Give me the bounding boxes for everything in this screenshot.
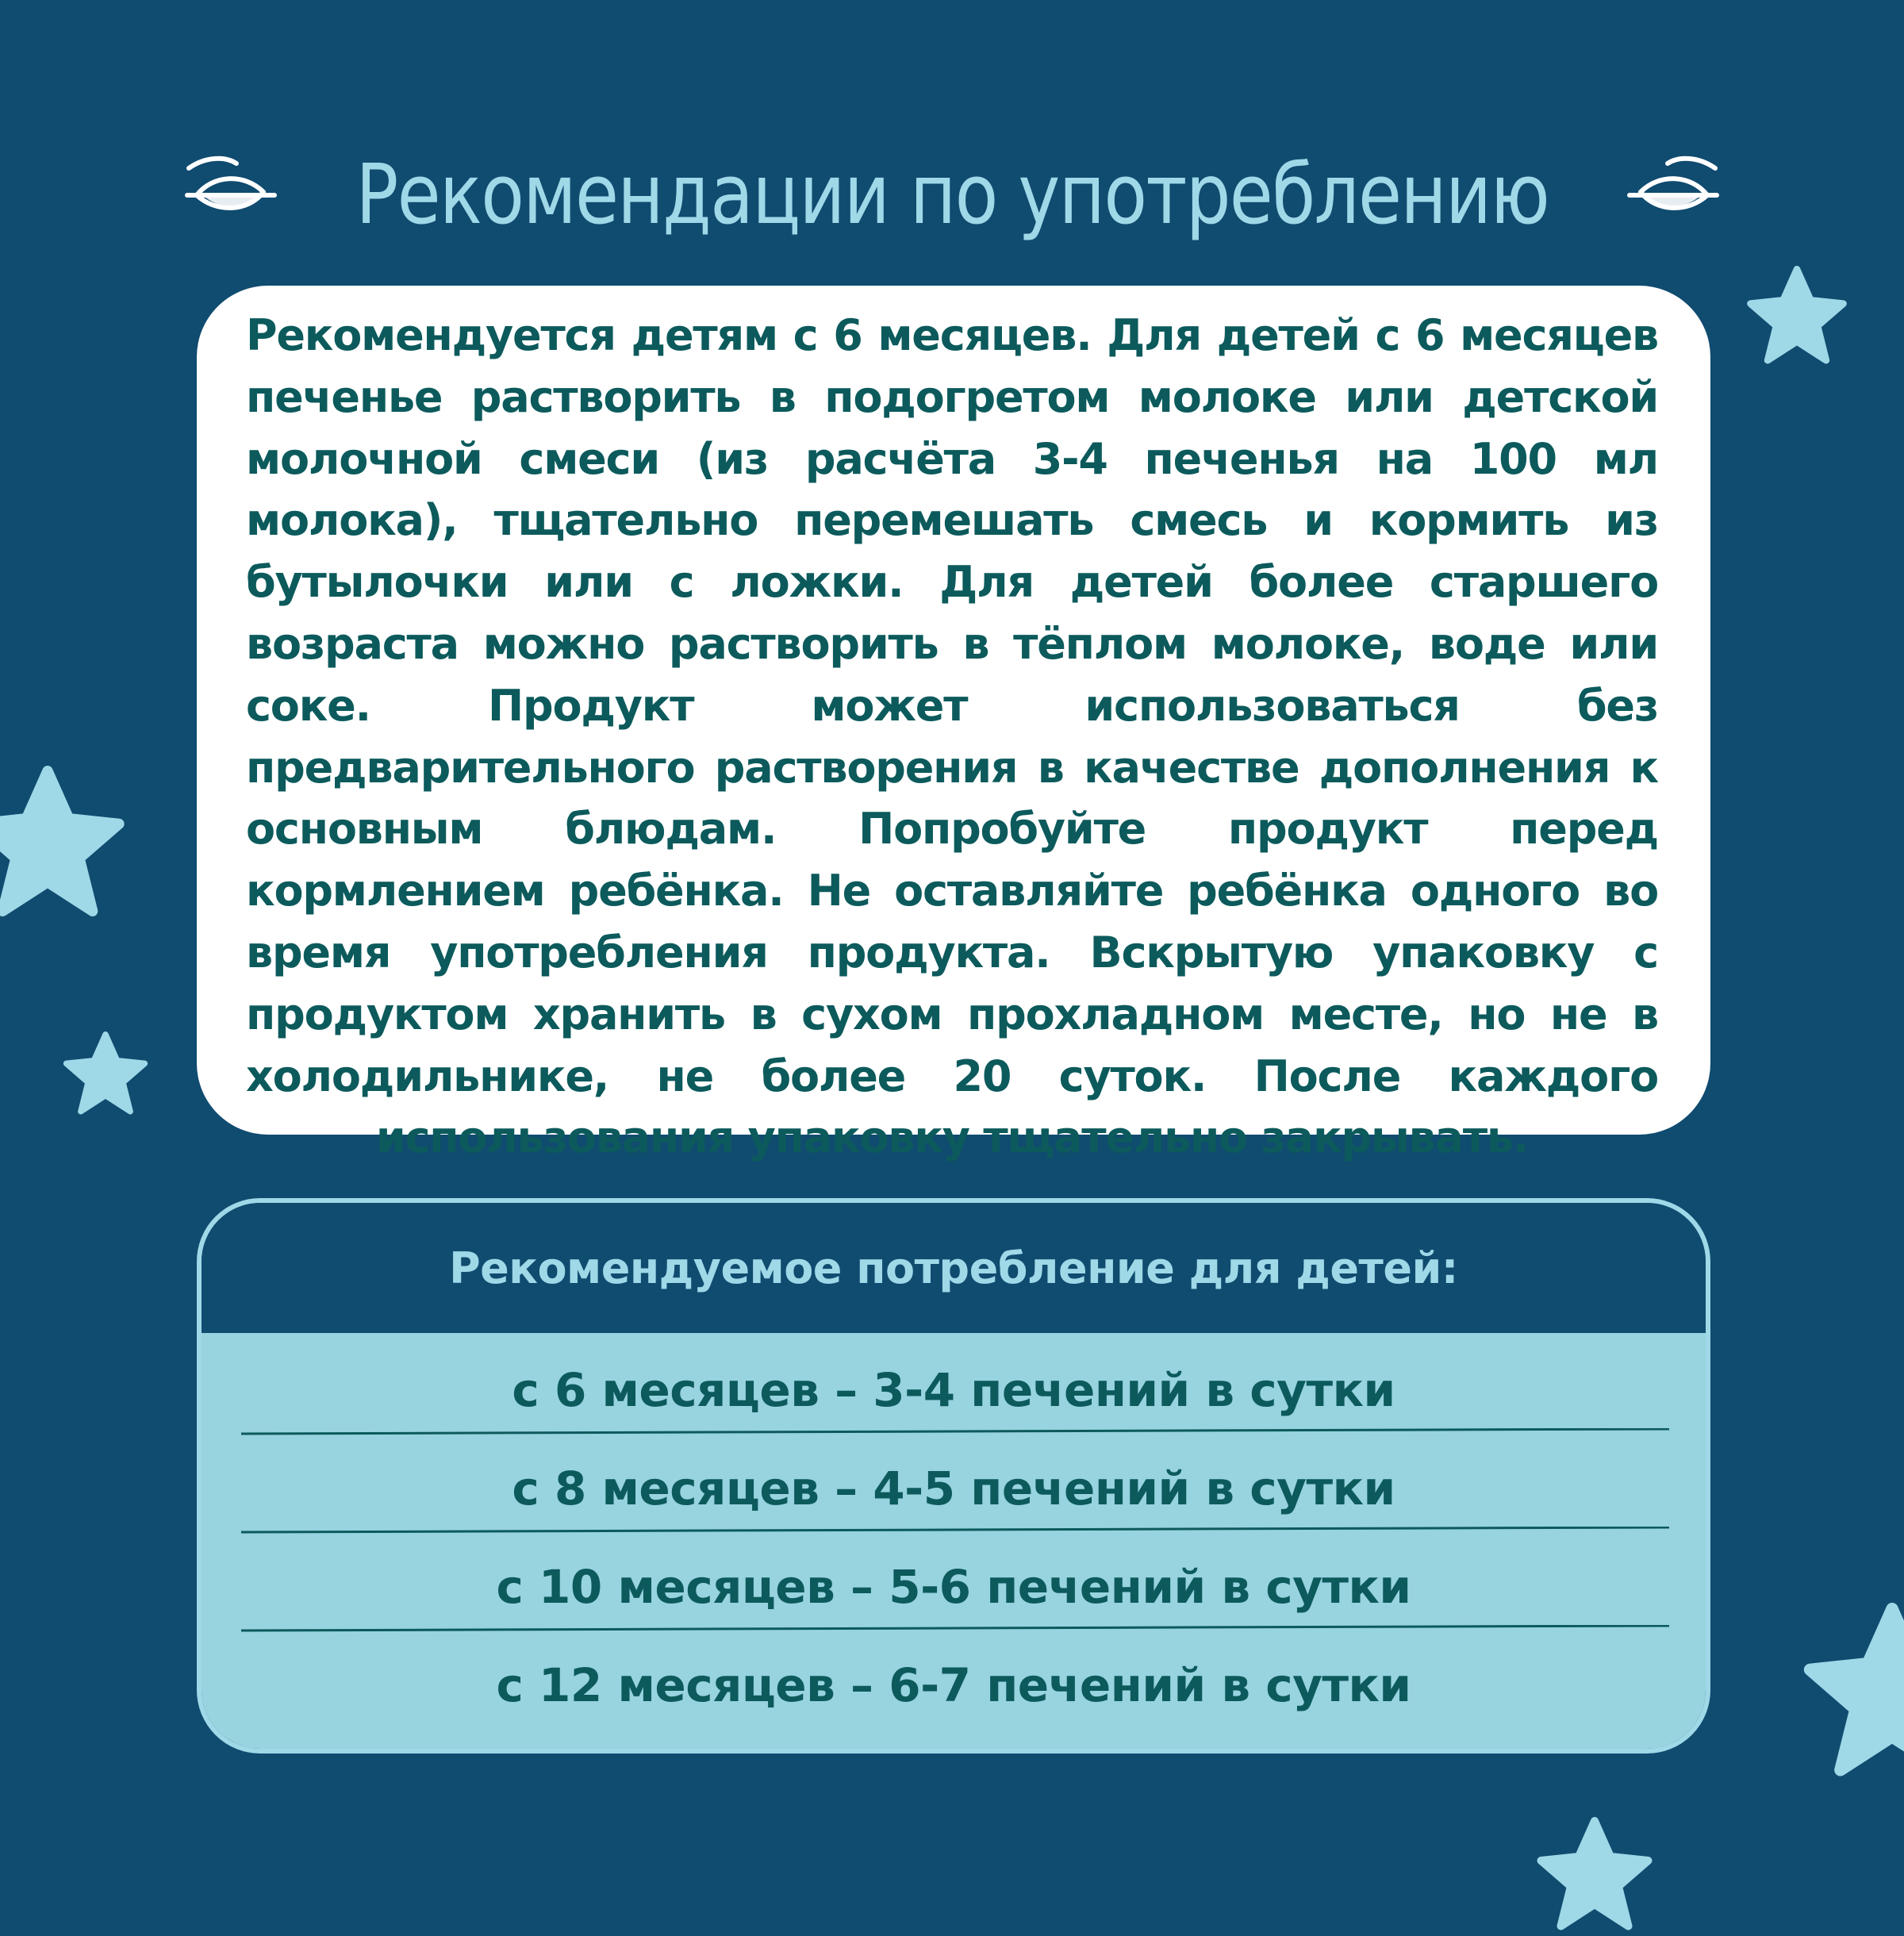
list-item xyxy=(202,1439,1706,1538)
instructions-text: Рекомендуется детям с 6 месяцев. Для детей с 6 месяцев печенье растворить в подогретом молоке или детской молочной смеси (из расчёта 3-4 печенья на 100 мл молока), тщательно перемешать смесь и кормить из бутылочки или с ложки. Для детей более старшего возраста можно растворить в тёплом молоке, воде или соке. Продукт может использоваться без предварительного растворения в качестве дополнения к основным блюдам. Попробуйте продукт перед кормлением ребёнка. Не оставляйте ребёнка одного во время употребления продукта. Вскрытую упаковку с продуктом хранить в сухом прохладном месте, но не в холодильнике, не более 20 суток. После каждого использования упаковку тщательно закрывать. xyxy=(246,310,1658,1163)
list-item xyxy=(202,1538,1706,1636)
intake-panel xyxy=(197,1198,1710,1754)
leaf-ornament-icon xyxy=(181,151,284,238)
intake-header-label: Рекомендуемое потребление для детей: xyxy=(449,1243,1458,1293)
star-icon xyxy=(1801,1603,1904,1785)
star-icon xyxy=(0,758,127,932)
title-row xyxy=(0,119,1904,270)
leaf-ornament-icon xyxy=(1620,151,1723,238)
star-icon xyxy=(1535,1817,1654,1936)
intake-row-label: с 12 месяцев – 6-7 печений в сутки xyxy=(496,1658,1411,1712)
page-title: Рекомендации по употреблению xyxy=(355,146,1549,243)
intake-row-label: с 8 месяцев – 4-5 печений в сутки xyxy=(512,1462,1395,1515)
list-item xyxy=(202,1636,1706,1734)
row-divider xyxy=(241,1527,1669,1535)
intake-row-label: с 6 месяцев – 3-4 печений в сутки xyxy=(512,1363,1395,1417)
intake-list xyxy=(202,1333,1706,1749)
star-icon xyxy=(1745,266,1848,369)
row-divider xyxy=(241,1625,1669,1633)
intake-header xyxy=(202,1203,1706,1333)
star-icon xyxy=(62,1031,149,1119)
intake-row-label: с 10 месяцев – 5-6 печений в сутки xyxy=(496,1560,1411,1614)
list-item xyxy=(202,1341,1706,1439)
row-divider xyxy=(241,1428,1669,1436)
